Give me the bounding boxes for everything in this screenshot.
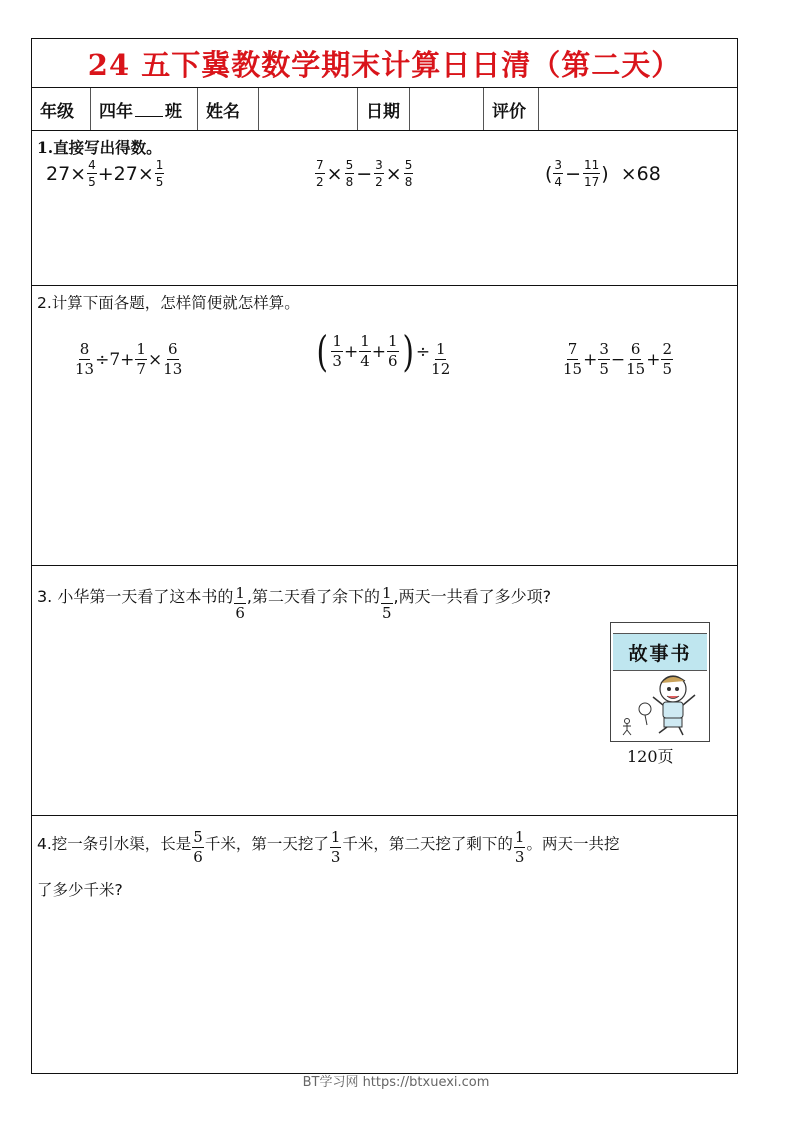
- q4-text-part: 。两天一共挖: [526, 834, 620, 853]
- times-op: ×: [385, 162, 402, 185]
- fraction: $\frac{1}{6}$: [235, 584, 245, 622]
- q3-text-part: 3. 小华第一天看了这本书的: [37, 587, 234, 606]
- q1e1-term: +27×: [97, 162, 154, 185]
- fraction: $\frac{1}{4}$: [360, 332, 370, 370]
- divide-op: ÷: [415, 341, 431, 362]
- paren-close: ): [601, 162, 609, 185]
- fraction: $\frac{3}{4}$: [554, 158, 563, 189]
- q3-text-part: ,第二天看了余下的: [246, 587, 380, 606]
- q2-expression-2: [314, 326, 451, 377]
- question-3-text: [37, 570, 551, 621]
- page-title: 24 五下冀教数学期末计算日日清（第二天）: [87, 47, 682, 82]
- paren-open: (: [545, 162, 553, 185]
- q1-expression-1: [46, 159, 165, 188]
- storybook-illustration: [610, 622, 710, 742]
- fraction: $\frac{1}{3}$: [332, 332, 342, 370]
- class-suffix: 班: [165, 101, 182, 122]
- q3-text-part: ,两天一共看了多少项?: [393, 587, 552, 606]
- q1-expression-2: [314, 159, 414, 188]
- q4-text-part: 千米，第一天挖了: [204, 834, 329, 853]
- fraction: $\frac{3}{5}$: [599, 340, 609, 378]
- q4-text-part: 千米，第二天挖了剩下的: [342, 834, 513, 853]
- fraction: $\frac{1}{3}$: [330, 828, 341, 866]
- question-4-text-line2: 了多少千米?: [37, 881, 123, 899]
- question-2-heading: 2.计算下面各题，怎样简便就怎样算。: [37, 294, 300, 312]
- fraction: $\frac{5}{8}$: [345, 158, 354, 189]
- paren-open: (: [316, 326, 328, 376]
- q4-text-part: 4.挖一条引水渠，长是: [37, 834, 192, 853]
- fraction: $\frac{1}{6}$: [387, 332, 398, 370]
- q1e1-term: 27×: [46, 162, 87, 185]
- fraction: $\frac{7}{15}$: [563, 340, 583, 378]
- q2-expression-3: [562, 342, 674, 377]
- fraction: $\frac{6}{13}$: [163, 340, 183, 378]
- fraction: $\frac{3}{2}$: [375, 158, 383, 189]
- cartoon-boy-icon: [611, 669, 707, 739]
- fraction: $\frac{1}{3}$: [514, 828, 525, 866]
- plus-op: +: [646, 349, 661, 370]
- class-blank[interactable]: [135, 102, 163, 117]
- fraction: $\frac{1}{7}$: [136, 340, 146, 378]
- student-info-row: [32, 88, 737, 131]
- question-1: [32, 131, 737, 286]
- date-label: 日期: [358, 88, 410, 130]
- grade-label: 年级: [32, 88, 91, 130]
- title-row: [32, 39, 737, 88]
- plus-op: +: [343, 341, 359, 362]
- fraction: $\frac{4}{5}$: [88, 158, 96, 189]
- footer-watermark: BT学习网 https://btxuexi.com: [302, 1075, 490, 1090]
- worksheet: [31, 38, 738, 1074]
- times-op: ×: [326, 162, 343, 185]
- fraction: $\frac{1}{12}$: [431, 340, 451, 378]
- date-field[interactable]: [410, 88, 484, 130]
- question-4: [32, 816, 737, 1073]
- fraction: $\frac{7}{2}$: [316, 158, 324, 189]
- q1-expression-3: [545, 159, 661, 188]
- name-field[interactable]: [259, 88, 358, 130]
- fraction: $\frac{5}{8}$: [404, 158, 413, 189]
- class-prefix: 四年: [99, 101, 133, 122]
- question-3: [32, 566, 737, 816]
- fraction: $\frac{5}{6}$: [193, 828, 203, 866]
- storybook-pages: 120页: [627, 747, 674, 766]
- minus-op: −: [565, 162, 581, 185]
- storybook-title: 故事书: [613, 633, 707, 671]
- question-4-text: [37, 820, 619, 865]
- name-label: 姓名: [198, 88, 259, 130]
- question-1-heading: 1.直接写出得数。: [37, 138, 162, 157]
- fraction: $\frac{8}{13}$: [75, 340, 95, 378]
- plus-op: +: [583, 349, 598, 370]
- q1e3-tail: ×68: [620, 162, 661, 185]
- fraction: $\frac{11}{17}$: [583, 158, 600, 189]
- fraction: $\frac{2}{5}$: [662, 340, 673, 378]
- fraction: $\frac{6}{15}$: [626, 340, 646, 378]
- minus-op: −: [610, 349, 626, 370]
- q2-expression-1: [74, 342, 183, 377]
- eval-field[interactable]: [539, 88, 737, 130]
- class-field[interactable]: [91, 88, 198, 130]
- minus-op: −: [356, 162, 373, 185]
- question-2: [32, 286, 737, 566]
- paren-close: ): [401, 326, 414, 376]
- q2e1-term: ÷7+: [95, 349, 135, 370]
- fraction: $\frac{1}{5}$: [382, 584, 392, 622]
- times-op: ×: [147, 349, 163, 370]
- plus-op: +: [371, 341, 386, 362]
- eval-label: 评价: [484, 88, 539, 130]
- fraction: $\frac{1}{5}$: [155, 158, 164, 189]
